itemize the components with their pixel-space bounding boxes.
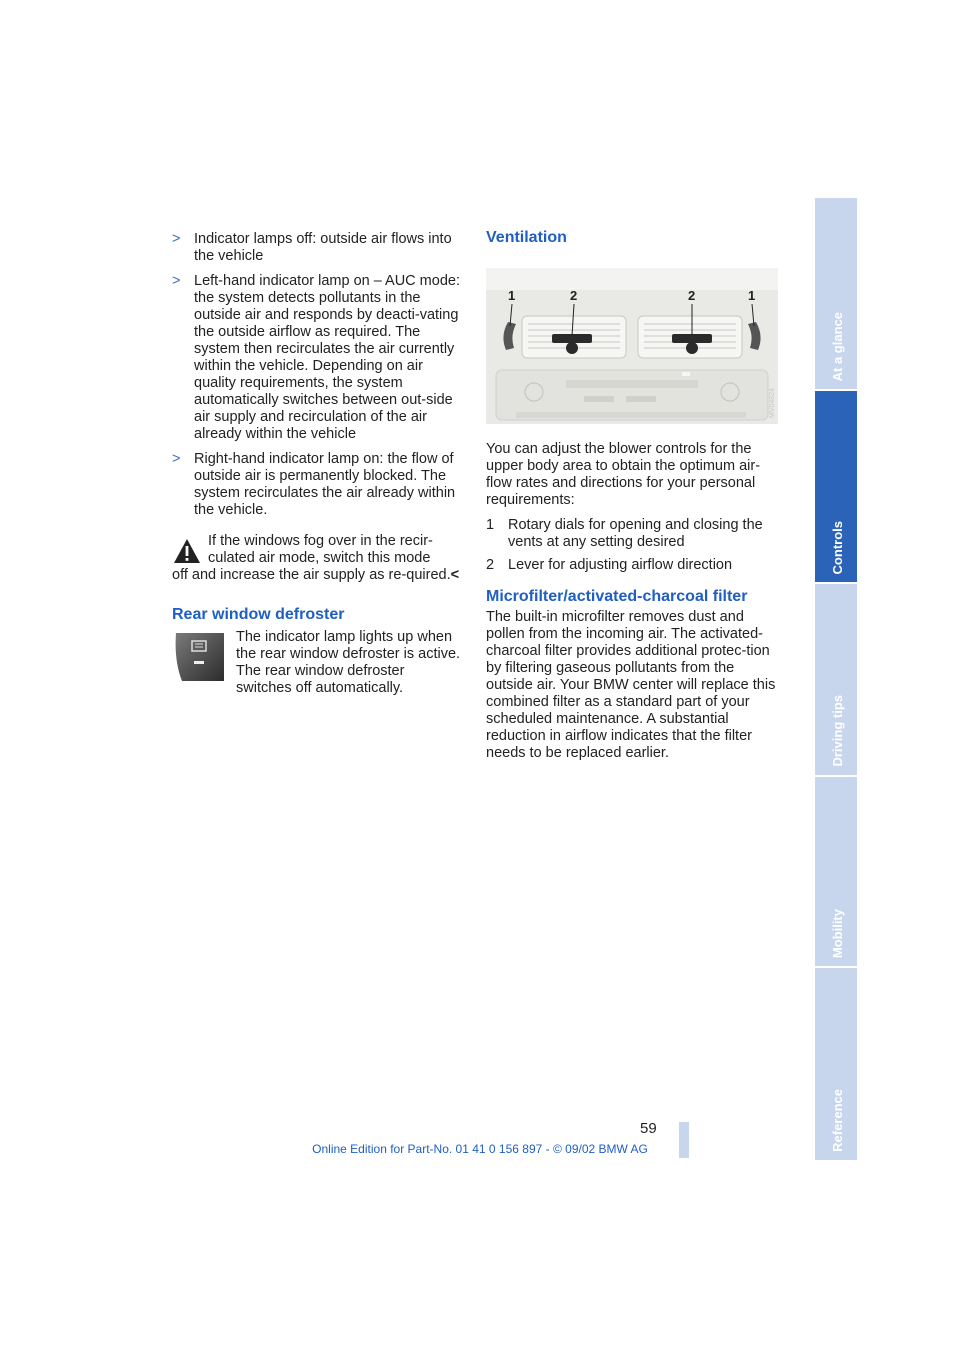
- page-number: 59: [640, 1120, 657, 1137]
- tab-at-a-glance[interactable]: At a glance: [815, 198, 857, 389]
- section-tabs: [815, 198, 857, 1160]
- warning-triangle-icon: [172, 537, 202, 565]
- figure-label-2-left: 2: [570, 288, 578, 303]
- tab-controls[interactable]: Controls: [815, 391, 857, 582]
- bullet-recirculation: > Right-hand indicator lamp on: the flow of outside air is permanently blocked. The system recirculates the air already within the vehicle.: [172, 451, 456, 518]
- figure-label-1-left: 1: [508, 288, 516, 303]
- microfilter-heading: Microfilter/activated-charcoal filter: [486, 588, 748, 605]
- warning-note: [172, 533, 464, 584]
- warning-text-rest: off and increase the air supply as re-quired.<: [172, 567, 460, 583]
- tab-mobility[interactable]: Mobility: [815, 777, 857, 966]
- list-item: 1 Rotary dials for opening and closing the vents at any setting desired: [486, 517, 763, 550]
- warning-text-first: If the windows fog over in the recir-culated air mode, switch this mode: [208, 533, 433, 566]
- microfilter-text: The built-in microfilter removes dust and pollen from the incoming air. The activated-charcoal filter provides additional protec-tion by filtering gaseous pollutants from the outside air. Your BMW center will replace this combined filter as a standard part of your scheduled maintenance. A substantial reduction in airflow indicates that the filter needs to be replaced earlier.: [486, 609, 776, 761]
- rear-window-defroster-heading: Rear window defroster: [172, 606, 345, 623]
- footer-online-edition: Online Edition for Part-No. 01 41 0 156 897 - © 09/02 BMW AG: [312, 1142, 648, 1156]
- rear-defroster-text: The indicator lamp lights up when the rear window defroster is active. The rear window defroster switches off automatically.: [236, 629, 461, 696]
- rear-defroster-block: [172, 629, 464, 697]
- tab-reference[interactable]: Reference: [815, 968, 857, 1160]
- ventilation-figure: [486, 268, 778, 424]
- figure-label-2-right: 2: [688, 288, 696, 303]
- ventilation-intro: You can adjust the blower controls for the upper body area to obtain the optimum air-flow rates and directions for your personal requirements:: [486, 441, 761, 508]
- tab-driving-tips[interactable]: Driving tips: [815, 584, 857, 775]
- bullet-auc-mode: > Left-hand indicator lamp on – AUC mode: the system detects pollutants in the outside air and responds by deacti-vating the outside airflow as required. The system then recirculates the air currently within the vehicle. Depending on air quality requirements, the system automatically switches between out-side air supply and recirculation of the air already within the vehicle: [172, 273, 460, 442]
- rear-defroster-button-icon: [172, 631, 226, 683]
- svg-text:MV04824: MV04824: [769, 388, 776, 418]
- ventilation-heading: Ventilation: [486, 229, 567, 246]
- figure-label-1-right: 1: [748, 288, 756, 303]
- list-item: 2 Lever for adjusting airflow direction: [486, 557, 733, 573]
- bullet-outside-air: > Indicator lamps off: outside air flows into the vehicle: [172, 231, 452, 264]
- left-column: [172, 231, 464, 697]
- right-column: [486, 229, 780, 770]
